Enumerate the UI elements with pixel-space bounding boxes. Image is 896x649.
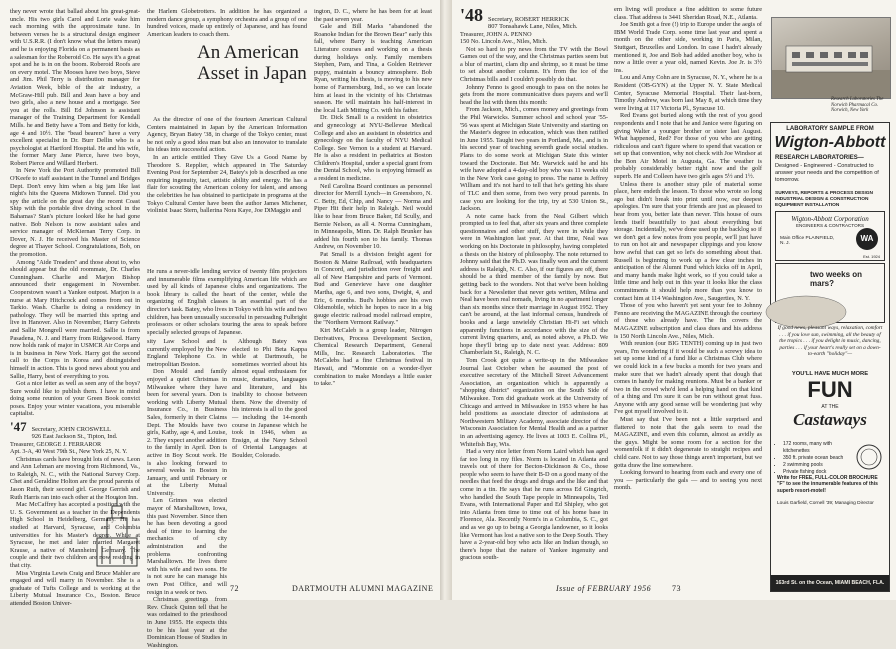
list-item: • 172 rooms, many with kitchenettes [783,441,857,455]
class-treasurer: Treasurer, GEORGE J. FERRAROR [10,440,102,448]
col1-para: Among "Aide Treaders" and those about to, who should appear but the old roommate, Dr. Charles Cunningham. Charlie and Marjon Bishop announced their engagement in November. Cooperstown wasn't a Yankee outpost. Marjon is a nurse at Mary Hitchcock and comes from out in Tarkio. Wash. Charlie is doing a residency in pathology. They will be married this spring and live in Hanover. Also in November, Harry Gehrets and Sallie Mongrell were married. Sallie is from Pasadena, N. J. and Harry from Ridgewood. Harry now holds rank of major in USMCR Air Corps and is in business in New York. Harry got the second call to the Corps in Korea and distinguished himself in action. This is good news about you and Sallie, Harry, best of everything to you. [10,258,140,380]
col1-para: Got a nice letter as well as seen any of the boys? Sure would like to publish them. I have in mind doing some reunion of your Green Book convict poses. Enjoy your winter vacations, you miserable capitalist. [10,380,140,418]
mars-copy: If good news, pleasant ways, relaxation, comfort . . . if you love sun, swimming, all the beauty of the tropics . . . if you delight in music, dancing, parties . . . if your heart's really set on a down-to-earth "holiday"— [777,325,883,358]
col3-para: Dr. Dick Small is a resident in obstetrics and gynecology at NYU-Bellevue Medical College and also an assistant in obstetrics and gynecology on the faculty of NYU Medical College. See Vernon is a student at Harvard. He is also a resident in pediatrics at Boston Children's Hospital, under a special grant from the Dental School, who is enjoying himself as a resident in medicine. [314,114,432,183]
mars-headline: two weeks on mars? [810,270,863,288]
fun-word: FUN [807,377,853,402]
left-col3 [314,8,432,560]
col4-para: Had a very nice letter from Norm Laird which has aged far too long in my files. Norm is located in Atlanta and travels out of there for Becton-Dickinson & Co., those people who seem to have their B-D on a good many of the needles that feed the drugs and drugs and the like and that come in a tin. He says that he runs across Ed Gingrich, who handled the South Tape people in Minneapolis, Ted Evans, with International Paper and Ed Shipley, who got into Atlanta from time to time out of his home base in Florence, Ala. Recently Norm's in a Columbia, S. C., got and as we go up to being a Georgia landowner, so it looks like Vermont has lost a native son to the Deep South. They have a 2-year-old boy who acts like an Indian though, so there's hope that the nature of Yankee ingenuity and gracious south- [460,448,608,562]
corp-name: Wigton-Abbott Corporation [791,215,869,223]
corp-subtitle: ENGINEERS & CONTRACTORS [795,223,865,228]
list-item: • 350 ft. private ocean beach [783,455,857,462]
baker-tower-illustration [92,498,142,568]
main-office: Main Office PLAINFIELD, N. J. [780,236,835,246]
left-col2-lede [147,116,307,266]
col5-para: Those of you who haven't yet sent your fee to Johnny Fenno are receiving the MAGAZINE through the courtesy of those who already have. The fin covers the MAGAZINE subscription and class dues and his address is 150 North Lincoln Ave., Niles, Mich. [614,302,762,340]
col5-para: Looking forward to hearing from each and every one of you — particularly the gals — and to seeing you next month. [614,469,762,492]
brochure-text: Write for FREE, FULL-COLOR BROCHURE "F" to see the innumerable features of this superb resort-motel! [777,475,878,494]
class-year: '48 [460,5,484,25]
resort-address: 163rd St. on the Ocean, MIAMI BEACH, FLA. [771,575,889,591]
col4-para: From Jackson, Mich., comes money and greetings from the Phil Warwicks. Summer school and school year '55-'56 was spent at Michigan State University and starting on the Master's degree in education, which was then ratified in June 1955. Taught two years in Portland, Me., and is in his second year of teaching seventh grade social studies. Plans to do some work at Michigan State this winter toward the Doctorate. But Mr. Warwick said he and his wife have adopted a 4-day-old boy who was 11 weeks old in the New York case going to press. The name is Jeffrey William and it's not hard to tell that he's getting his share of TLC and then some, from two very proud parents. In case you are looking for the trip, try at 530 Union St., Jackson. [460,106,608,213]
col3-para: Kirt McCaleb is a group leader, Nitrogen Derivatives, Process Development Section, Chemical Research Department, General Mills, Inc. Research Laboratories. The McCalebs had a fine Christmas festival in Hawaii, and "Mommie on a wonder-flyer combination to make Mondays a little easier to take." [314,326,432,388]
left-footer-magazine: DARTMOUTH ALUMNI MAGAZINE [292,584,434,593]
mars-box [775,263,885,323]
building-photo-icon [772,18,890,98]
established: Est. 1924 [863,254,880,259]
corp-box [775,211,885,261]
ad-headline: LABORATORY SAMPLE FROM [786,126,874,132]
right-footer-issue: Issue of FEBRUARY 1956 [556,584,652,593]
advertisement [770,97,890,592]
col5-para: ern living will produce a fine addition to some future class. That address is 3441 Sheridan Road, N.E., Atlanta. [614,6,762,21]
class-treasurer-address: Apt. 3-A, 40 West 79th St., New York 25, N. Y. [10,448,128,456]
col1-para: Miss Virginia Lewis Craig and Bruce Mahler are engaged and will marry in November. She is a graduate of Tufts College and is working at the Liberty Mutual Insurance Co., Boston. Bruce attended Boston Univer- [10,569,140,607]
col2b-para: Don Mould and family enjoyed a quiet Christmas in Milwaukee where they have been for several years. Don is working with Liberty Mutual Insurance Co., in Business Sales, formerly in their Claims Dept. The Moulds have two girls, Kathy, age 4, and Louise, 2. They expect another addition to the family in April. Don is active in Boy Scout work. He is also looking forward to several weeks in Boston in January, and until February or at the Liberty Mutual University. [147,368,227,497]
laboratory-photo [771,17,891,99]
at-the: AT THE [821,404,839,410]
col2b-para: sity Law School and is currently employed by the New England Telephone Co. in metropolitan Boston. [147,338,227,368]
list-item: • 2 swimming pools [783,462,857,469]
class-treasurer-address: 150 No. Lincoln Ave., Niles, Mich. [460,38,548,46]
quality-seal-icon [855,443,883,471]
right-page [452,0,896,600]
left-col2b [147,338,227,649]
col5-para: Lou and Amy Cohn are in Syracuse, N. Y., where he is a Resident (OB-GYN) at the Upper N. Y. State Medical Center, Syracuse Memorial Hospital. Their last-born, Timothy Andrew, was born last May 8, at which time they were living at 117 Victoria Pl., Syracuse 10. [614,74,762,112]
col1-para: Christmas cards have brought lots of news. Leon and Ann Lehman are moving from Richmond, Va., to Raleigh, N. C., with the National Survey Corp. Chet and Geraldine Holton are the proud parents of Jason Ruth, their second girl. George Gerrish and Ruth Harris ran into each other at the Houston Inn. [10,455,140,501]
class-secretary-address: 926 East Jackson St., Tipton, Ind. [31,433,118,441]
right-col5 [614,6,762,578]
class-secretary: Secretary, JOHN CROSWELL [31,426,111,434]
left-col2-middle [147,268,307,334]
left-col2-top [147,8,307,38]
col1-para: they never wrote that ballad about his great-great-uncle. His two girls Carol and Lorie wake him each morning with the approximate tune. In between verses he is a structural design engineer with U.S.R.R. (I don't know what the letters mean) and he is enjoying Florida on a permanent basis as a salesman for the Roberoid Co. He says it's a great spot and he is in on the boom. Roberoid Roofs are on every motel. The Mooses have two boys, Steve and Jim. Phil Terry is distribution manager for Aviation Week, bible of the air industry, a McGraw-Hill pub. Bill and Jean have a boy and two girls, also a new house and a mortgage. See you at the rolls. Bill Ed Johnson is assistant manager of the Training Department for Kendall Mills. he and Betty have a Tom and Betty for kids, age 4 and 10½. The "bead bearers" have a very excellent specialist in Dr. Burr Dellin who is a psychologist at Hartford Hospital. He and his wife, the former Mary Jane Pierce, have two boys, Robert Pierce and Willard Herbert. [10,8,140,167]
col4-para: Not so hard to pry news from the TV with the Bowl Games out of the way, and the Christmas parties seem but a blur of martini, clam dip and shrimp, so it must be time to set about another column. It's from the ice of the Christmas bills and I couldn't possibly do that. [460,45,608,83]
col1-para: Mac McCaffrey has accepted a position with the U. S. Government as a teacher in the Dependents High School in Heidelberg, Germany. He has studied at Harvard, Syracuse, and Columbia universities for his Master's degree. While at Syracuse, he met and later married Margaret Krause, a native of Mannheim, Germany. The couple and their two children are now residing in that city. [10,501,140,569]
page-gutter [440,0,452,600]
col5-para: With reunion (our BIG TENTH) coming up in just two years, I'm wondering if it would be such a screwy idea to set up some kind of a fund like a Christmas Club where we could kick in a few bucks a month for two years and make sure that we hadn't already spent that dough that comes in handy for making reunions. Must be a banker or two in the crowd who'd lend a helping hand on that kind of a thing and I'm sure it can be run without great fuss. Anyone with any good sense will be wondering just why I've got myself involved to it. [614,340,762,416]
col2b-para: Christmas greetings from Rev. Chuck Quinn tell that he was ordained to the priesthood in June 1955. He expects this to be his last year at the Dominican House of Studies in Washington. [147,596,227,649]
col4-para: A note came back from the Neal Gilbert which prompted us to feel that, after six years and three complete questionnaires and other stuff, they were in while they were in Washington last year. At that time, Neal was working on his Doctorate in philosophy, having completed a thesis on the history of philosophy. The note returned to Johnny said that the Ph.D. was finally won and the current address is Raleigh, N. C. Also, if our figures are off, there should be a third member of the family by now. But getting back to the wonders. Not that we've been holding back for a Newsletter that never gets written, Milma and Neal have been real nomads, living in no apartment longer than six months since their marriage in August 1952. They can't be around, at the last informal census, hundreds of books and a large unwieldy Christian Hi-Fi set which apparently functions in accordance with the size of the current living quarters, and, as noted above, a Ph.D. We hope they'll bring up to date next year. Address: 809 Chamberlain St., Raleigh, N. C. [460,212,608,357]
col2-para: the Harlem Globetrotters. In addition he has organized a modern dance group, a symphony orchestra and a group of one hundred voices, made up entirely of Japanese, and has found American leaders to coach them. [147,8,307,38]
fun-headline: YOU'LL HAVE MUCH MORE [791,371,869,377]
col1-para: In New York the Port Authority promoted Bill O'Keefe to staff assistant in the Tunnel and Bridges Dept. Don't envy him when a big jam like last night's hits the Queens Midtown Tunnel. Did you spy the article on the great day the recent Coast Ship with the portable dive diving school in the Bahamas? Stan's picture looked like he had gone native. Bob Nelson is now assistant sales and service manager of McKiernan Terry Corp. in Dover, N. J. He received his Master of Science degree at Thayer School. Congratulations, Bob, on the promotion. [10,167,140,258]
col2b-para: Len Grimes was elected mayor of Marshalltown, Iowa, this past November. Since then he has been devoting a good deal of time to learning the mechanics of city administration and the problems confronting Marshalltown. He lives there with his wife and two sons. He is not sure he can manage his own Post Office, and will resign in a week or two. [147,497,227,596]
class-secretary-address: 807 Tonsahawk Lane, Niles, Mich. [488,23,578,31]
col3-para: Pat Small is a division freight agent for Boston & Maine Railroad, with headquarters in Concord, and jurisdiction over freight and all of New Hampshire and parts of Vermont. Bud and Genevieve have one daughter Martha, age 6, and two sons, Dwight, 4, and Eric, 6 months. Bud's hobbies are his own Oldsmobile, which he hopes to race in a big gauge electric railroad model railroad empire, the "Northern Vermont Railway." [314,251,432,327]
col3-para: ington, D. C., where he has been for at least the past seven year. [314,8,432,23]
col4-para: Tom Crook got quite a write-up in the Milwaukee Journal last October when he assumed the post of executive secretary of the Mitchell Street Advancement Association, an organization which is apparently a "shopping district" organization on the South Side of Milwaukee. Tom did graduate work at the University of Chicago and arrived in Milwaukee in 1953 where he has held positions as associate director of admissions at Northwestern Military Academy, associate director of the Wisconsin Association for Mental Health and as a partner in an advertising agency. He lives at 1003 E. Collins Pl., Whitefish Bay, Wis. [460,356,608,448]
col2-para: Although Batey was elected to Phi Beta Kappa while at Dartmouth, he sometimes worried about his almost equal enthusiasm for music, dramatics, languages and literature, and his inability to choose between them. Now the diversity of his interests is all to the good — including the 14-month course in Japanese which he took in 1946, when as Ensign, at the Navy School of Oriental Languages at Boulder, Colorado. [232,338,307,459]
photo-caption: Research Laboratories The Norwich Pharmacal Co. Norwich, New York [831,97,884,114]
article-title: An American Asset in Japan [197,42,307,84]
class-48-heading [460,6,608,31]
amenities-list [775,441,857,476]
col3-para: Neil Carolina Board continues as personnel director for Merrill Lynch—in Greensboro, N. C. Betty, Ed, Chip, and Nancy — Norma and Piper Hit their help in Raleigh. Neil would like to hear from Bruce Baker, Ed Scully, and Bernie Nelson, as all 4. Norma Cunningham, in Minneapolis, Minn. Dr. Ralph Brunker has added his fourth son to his family. Thomas Andrew, on November 10. [314,182,432,251]
ad-brand: Wigton-Abbott [774,134,886,151]
class-treasurer: Treasurer, JOHN A. PENNO [460,30,532,38]
right-page-number: 73 [672,584,681,593]
ad-services: SURVEYS, REPORTS & PROCESS DESIGN INDUSTRIAL DESIGN & CONSTRUCTION EQUIPMENT INSTALLATION [775,191,874,208]
castaways-logo: Castaways [793,410,867,429]
left-col2-right [232,338,307,558]
class-47-heading [10,420,140,441]
contact-line: Louis Garfield, Cornell '39; Managing Director [777,501,874,506]
class-year: '47 [10,419,27,435]
col2-para: He runs a never-idle lending service of twenty film projectors and innumerable films exemplifying American life which are used by all kinds of Japanese clubs and organizations. The book library is called the heart of the center, while the organizing of English classes is an essential part of the director's task. Batey, who lives in Tokyo with his wife and two children, has been unusually successful in persuading Fulbright professors or other scholars touring the area to speak before specially selected groups of Japanese. [147,268,307,336]
ad-tagline: Designed - Engineered - Constructed to answer your needs and the competition of tomorrow. [775,163,879,183]
ad-subhead: RESEARCH LABORATORIES— [775,155,864,161]
left-page [0,0,440,649]
col5-para: Unless there is another stray pile of material some place, here endeth the lesson. To those who wrote so long ago but didn't break into print until now, our deepest apologies. I'm sure that your friends are just as pleased to hear from you, better late than never. This house of ours lends itself beautifully to just about everything but storage. Incidentally, we've done used up the backlog so if we don't get a few notes from you people, we'll just have to run on hot air and newspaper clippings and you know how awful that can get so let's do something about that. Russell is beginning to work up a few clear inches in anticipation of the Alumni Fund which kicks off in April, and many hands make light work, so if you could take a little time and help out in this year it looks like the class commitments it should help more than you know to contact him at 114 Washington Ave., Saugerties, N. Y. [614,180,762,302]
col2-para: In an article entitled They Give Us a Good Name by Theodore S. Repplier, which appeared in The Saturday Evening Post for September 24, Batey's job is described as one requiring ingenuity, tact, artistic ability and energy. He has a flair for scouting the American colony for talent, and among the celebrities he has obtained to participate in programs at the Tokyo Cultural Center have been the author James Michener, violinist Isaac Stern, ballerina Nora Kaye, Joe DiMaggio and [147,153,307,215]
col5-para: Red Evans got buried along with the rest of you good respondents and I note that he and Janice were figuring on giving Walter a younger brother or sister last August. What happened, Red? For those of you who are getting ridiculous and can't figure where to spend that vacation or set up that convention, why not check with Joe Windsor at the Bon Air Motel in Augusta, Ga. The weather is probably considerably better right now and the golf superb. He and Colleen have two girls ages 5½ and 1½. [614,112,762,181]
col5-para: Joe Smith got a free (!) trip to Europe under the aegis of IBM World Trade Corp. some time last year and spent a month on the other side, working in Paris, Milan, Stuttgart, Bruxelles and London. In case I hadn't already mentioned it, Joe and Bob had added another boy, who is now a little over a year old, named Kevin. Joe Jr. is 3½ ins. [614,21,762,74]
class-secretary: Secretary, ROBERT HERRICK [488,16,570,23]
col4-para: Johnny Fenno is good enough to pass on the notes he gets from the more communicative dues payers and we'll head the list with them this month: [460,83,608,106]
col3-para: Gale and Bill Marks "abandoned the Roanoke Indian for the Brown Bear" early this fall, where Barry is teaching American Literature courses and working on a thesis during holidays only. Family members Stephen, Pam, and Tina, a Golden Retriever puppy, maintain a bouncy atmosphere. Bob Ryan, writing his thesis, is moving to his new home of Farmersburg, Ind., so we can locate him at least in the vicinity of his Christmas season. He will maintain his half-interest in the local Lath Mitting Co. with his father. [314,23,432,114]
col2-para: As the director of one of the fourteen American Cultural Centers maintained in Japan by the American Information Agency, Bryan Batey '38, in charge of the Tokyo center, must be not only a good idea man but also an innovator to translate his ideas into successful action. [147,116,307,154]
left-page-number: 72 [230,584,239,593]
col5-para: Must say that I've been not a little surprised and flattered to note that the gals seem to read the MAGAZINE, and even this column, almost as avidly as the guys. Might be some room for a section for the womenfolk if it didn't degenerate to straight recipes and child care. Not to say those things aren't important, but we gotta draw the line somewhere. [614,416,762,469]
list-item: • Private fishing dock [783,469,857,476]
right-col4 [460,6,608,578]
wa-logo: WA [856,228,878,250]
